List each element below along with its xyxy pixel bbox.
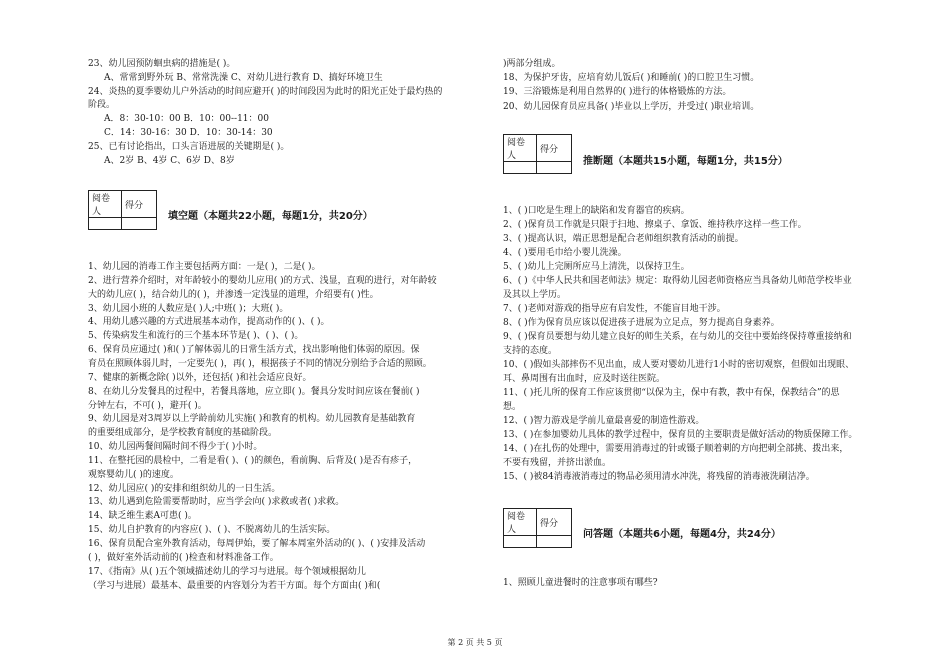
text-line: 11、在整托园的晨检中，二看是看( )、( )的颜色，看前胸、后背及( )是否有疹子， — [88, 455, 418, 466]
text-line: 1、幼儿园的消毒工作主要包括两方面：一是( )，二是( )。 — [88, 262, 321, 272]
text-line: 4、用幼儿感兴趣的方式进展基本动作，提高动作的( )、( )。 — [88, 317, 330, 328]
text-line: 15、( )被84消毒液消毒过的物品必须用清水冲洗，将残留的消毒液洗刷洁净。 — [503, 472, 815, 482]
text-line: 2、进行营养介绍时，对年龄较小的婴幼儿应用( )的方式、浅显，直观的进行，对年龄较 — [88, 275, 437, 286]
grader-reviewer-cell — [504, 536, 537, 548]
grader-reviewer-label: 阅卷人 — [504, 135, 537, 162]
text-line: 25、已有讨论指出，口头言语进展的关键期是( )。 — [88, 141, 290, 152]
text-line: ( )，做好室外活动前的( )检查和材料准备工作。 — [88, 552, 279, 563]
text-line: 耳、鼻周围有出血时，应及时送往医院。 — [503, 374, 666, 384]
text-line: 13、( )在参加婴幼儿具体的教学过程中，保育员的主要职责是做好活动的物质保障工作。 — [503, 430, 858, 440]
text-line: 3、( )提高认识，端正思想是配合老师组织教育活动的前提。 — [503, 234, 744, 244]
grader-score-cell — [537, 162, 572, 174]
text-line: 6、( )《中华人民共和国老师法》规定：取得幼儿园老师资格应当具备幼儿师范学校毕业 — [503, 276, 852, 286]
text-line: 支持的态度。 — [503, 346, 558, 356]
text-line: 14、缺乏维生素A可患( )。 — [88, 511, 197, 522]
grader-score-label: 得分 — [537, 135, 572, 162]
text-line: 观察婴幼儿( )的速度。 — [88, 469, 179, 480]
text-line: 5、传染病发生和流行的三个基本环节是( )、( )、( )。 — [88, 331, 304, 342]
text-line: 12、( )智力游戏是学前儿童最喜爱的制造性游戏。 — [503, 416, 705, 426]
text-line: 4、( )要用毛巾给小婴儿洗澡。 — [503, 248, 627, 258]
text-line: 18、为保护牙齿，应培育幼儿饭后( )和睡前( )的口腔卫生习惯。 — [503, 73, 760, 84]
text-line: 9、幼儿园是对3周岁以上学龄前幼儿实施( )和教育的机构。幼儿园教育是基础教育 — [88, 414, 416, 425]
grader-reviewer-cell — [504, 162, 537, 174]
text-line: A．8：30-10：00 B．10：00--11：00 — [104, 114, 269, 125]
grader-box-qa — [503, 508, 572, 548]
text-line: 13、幼儿遇到危险需要帮助时，应当学会向( )求救或者( )求救。 — [88, 497, 345, 508]
fill-section-title: 填空题（本题共22小题，每题1分，共20分） — [168, 211, 373, 222]
text-line: 15、幼儿自护教育的内容应( )、( )、不脱离幼儿的生活实际。 — [88, 525, 336, 536]
grader-reviewer-label: 阅卷人 — [89, 191, 122, 218]
text-line: 的重要组成部分，是学校教育制度的基础阶段。 — [88, 428, 278, 439]
text-line: A、2岁 B、4岁 C、6岁 D、8岁 — [104, 155, 235, 166]
text-line: 2、( )保育员工作就是只限于扫地、擦桌子、拿饭、维持秩序这样一些工作。 — [503, 220, 807, 230]
text-line: 9、( )保育员要想与幼儿建立良好的师生关系，在与幼儿的交往中要始终保持尊重接纳和 — [503, 332, 852, 342]
text-line: 6、保育员应通过( )和( )了解体弱儿的日常生活方式，找出影响他们体弱的原因。保 — [88, 345, 420, 356]
grader-score-label: 得分 — [122, 191, 157, 218]
text-line: 24、炎热的夏季婴幼儿户外活动的时间应避开( )的时间段因为此时的阳光正处于最灼热的 — [88, 86, 443, 97]
text-line: 14、( )在扎伤的处理中，需要用消毒过的针或镊子顺着刺的方向把刺全部挑、拨出来， — [503, 444, 849, 454]
text-line: )两部分组成。 — [503, 59, 561, 69]
text-line: 分钟左右，不可( )，避开( )。 — [88, 400, 207, 411]
text-line: 10、( )假如头部摔伤不见出血，成人要对婴幼儿进行1小时的密切观察，但假如出现眼、 — [503, 360, 855, 370]
text-line: 23、幼儿园预防蛔虫病的措施是( )。 — [88, 59, 236, 69]
text-line: 8、( )作为保育员应该以促进孩子进展为立足点，努力提高自身素养。 — [503, 318, 780, 328]
text-line: 19、三浴锻炼是利用自然界的( )进行的体格锻炼的方法。 — [503, 87, 732, 98]
text-line: 12、幼儿园应( )的安排和组织幼儿的一日生活。 — [88, 483, 281, 494]
text-line: 1、照顾儿童进餐时的注意事项有哪些? — [503, 578, 658, 588]
grader-score-label: 得分 — [537, 509, 572, 536]
text-line: 11、( )托儿所的保育工作应该贯彻“以保为主，保中有教，教中有保，保教结合”的思 — [503, 388, 840, 398]
text-line: 3、幼儿园小班的人数应是( )人;中班( )；大班( )。 — [88, 303, 289, 314]
grader-score-cell — [537, 536, 572, 548]
text-line: 及其以上学历。 — [503, 290, 567, 300]
text-line: （学习与进展）最基本、最重要的内容划分为若干方面。每个方面由( )和( — [88, 580, 381, 591]
grader-reviewer-cell — [89, 218, 122, 230]
text-line: 7、( )老师对游戏的指导应有启发性，不能盲目地干涉。 — [503, 304, 726, 314]
text-line: 10、幼儿园两餐间隔时间不得少于( )小时。 — [88, 442, 263, 453]
text-line: 17、《指南》从( )五个领域描述幼儿的学习与进展。每个领域根据幼儿 — [88, 566, 366, 577]
text-line: 育员在照顾体弱儿时，一定要先( )，再( )，根据孩子不同的情况分别给予合适的照顾。 — [88, 358, 432, 369]
text-line: 想。 — [503, 402, 522, 412]
grader-box-judge — [503, 134, 572, 174]
judge-section-title: 推断题（本题共15小题，每题1分，共15分） — [583, 156, 788, 167]
grader-reviewer-label: 阅卷人 — [504, 509, 537, 536]
text-line: 阶段。 — [88, 100, 116, 111]
page-footer: 第 2 页 共 5 页 — [447, 638, 503, 647]
text-line: 1、( )口吃是生理上的缺陷和发育器官的疾病。 — [503, 206, 690, 216]
text-line: 7、健康的新概念除( )以外，还包括( )和社会适应良好。 — [88, 372, 312, 383]
text-line: 8、在幼儿分发餐具的过程中，若餐具落地，应立即( )。餐具分发时间应该在餐前( ) — [88, 386, 420, 397]
text-line: 大的幼儿应( )，结合幼儿的( )，并渗透一定浅显的道理，介绍要有( )性。 — [88, 289, 379, 300]
text-line: 20、幼儿园保育员应具备( )毕业以上学历，并受过( )职业培训。 — [503, 101, 760, 112]
text-line: 不要有残留，并挤出淤血。 — [503, 458, 612, 468]
text-line: 16、保育员配合室外教育活动，每周伊始，要了解本周室外活动的( )、( )安排及活动 — [88, 539, 426, 549]
grader-score-cell — [122, 218, 157, 230]
grader-box-fill — [88, 190, 157, 230]
text-line: 5、( )幼儿上完厕所应马上清洗，以保持卫生。 — [503, 262, 690, 272]
text-line: C．14：30-16：30 D．10：30-14：30 — [104, 128, 273, 138]
text-line: A、常常到野外玩 B、常常洗澡 C、对幼儿进行教育 D、搞好环境卫生 — [104, 72, 383, 83]
qa-section-title: 问答题（本题共6小题，每题4分，共24分） — [583, 529, 781, 540]
